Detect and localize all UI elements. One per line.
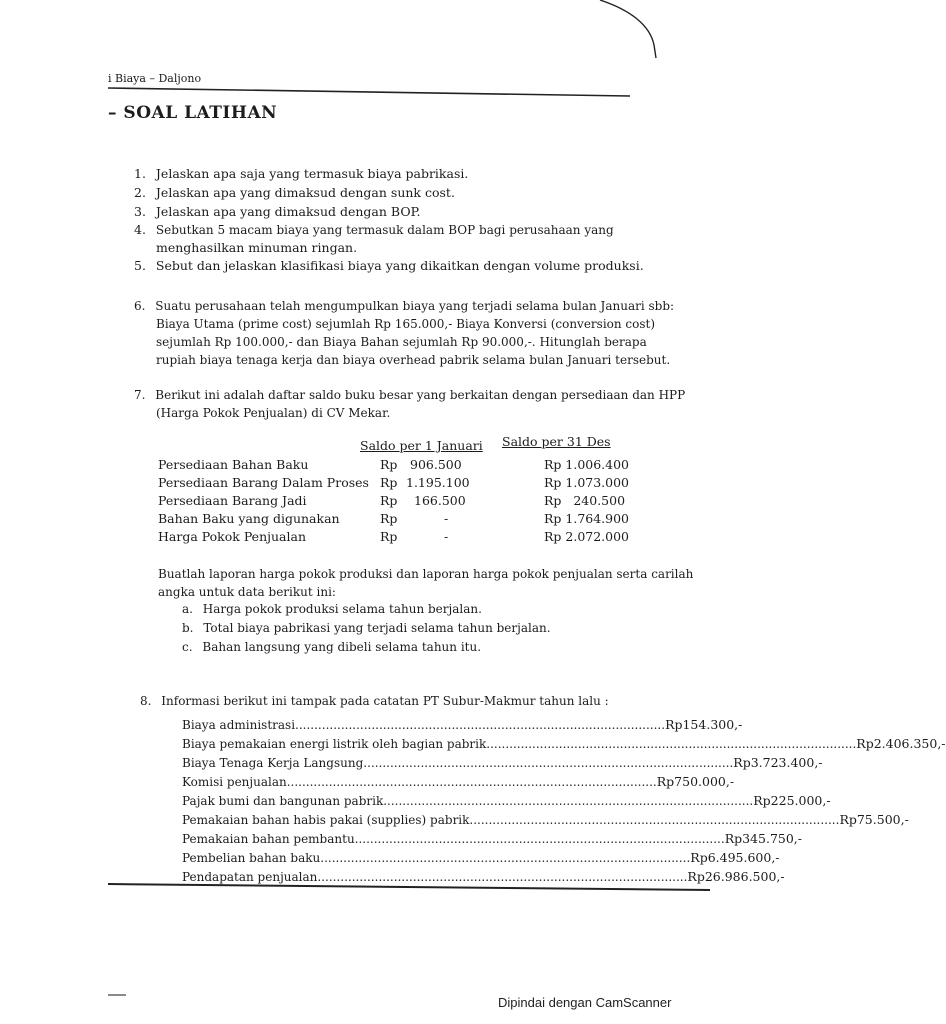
item-value: 345.750,-	[742, 831, 802, 846]
item-rp: Rp	[839, 812, 857, 827]
table-row	[158, 509, 644, 527]
row-dec-value: Rp 1.006.400	[544, 456, 630, 472]
sub-letter: c.	[182, 640, 193, 654]
question-text-line1: Berikut ini adalah daftar saldo buku besar yang berkaitan dengan persediaan dan HPP	[155, 388, 686, 402]
question-2	[134, 184, 455, 202]
row-rp: Rp	[380, 456, 398, 472]
item-value: 3.723.400,-	[750, 755, 823, 770]
item-rp: Rp	[656, 774, 675, 789]
question-number: 1.	[134, 166, 146, 181]
question-number: 3.	[134, 204, 146, 219]
question-4	[134, 221, 654, 239]
question-text: Informasi berikut ini tampak pada catatan PT Subur-Makmur tahun lalu :	[161, 694, 609, 708]
item-label: Pajak bumi dan bangunan pabrik.................................................................................................	[182, 794, 754, 808]
item-value: 225.000,-	[770, 793, 831, 808]
question-number: 5.	[134, 258, 146, 273]
row-label: Bahan Baku yang digunakan	[158, 510, 340, 526]
camscanner-watermark: Dipindai dengan CamScanner	[498, 995, 672, 1010]
balance-table	[158, 455, 644, 545]
q7-sub-c	[182, 638, 481, 656]
item-rp: Rp	[733, 755, 751, 770]
list-item	[182, 717, 743, 736]
list-item	[182, 755, 823, 774]
row-dec-value: Rp 1.073.000	[544, 474, 630, 490]
question-text: Jelaskan apa saja yang termasuk biaya pabrikasi.	[155, 166, 469, 181]
item-value: 75.500,-	[856, 812, 909, 827]
question-text-line1: Suatu perusahaan telah mengumpulkan biaya yang terjadi selama bulan Januari sbb:	[155, 299, 675, 313]
question-text-line1: Sebutkan 5 macam biaya yang termasuk dalam BOP bagi perusahaan yang	[155, 223, 614, 237]
item-rp: Rp	[687, 869, 705, 884]
row-dec-value: Rp 1.764.900	[544, 510, 630, 526]
row-rp: Rp	[380, 474, 398, 490]
item-label: Pendapatan penjualan.................................................................................................	[182, 870, 688, 884]
question-5	[134, 257, 644, 275]
row-label: Persediaan Barang Dalam Proses	[158, 474, 369, 490]
row-jan-value: -	[444, 510, 449, 526]
item-value: 26.986.500,-	[704, 869, 785, 884]
question-7-line2: (Harga Pokok Penjualan) di CV Mekar.	[156, 406, 391, 420]
item-rp: Rp	[753, 793, 771, 808]
top-corner-curve	[600, 0, 656, 58]
item-label: Pemakaian bahan pembantu.................................................................................................	[182, 832, 725, 846]
list-item	[182, 831, 802, 850]
question-text: Jelaskan apa yang dimaksud dengan BOP.	[155, 204, 421, 219]
question-text: Sebut dan jelaskan klasifikasi biaya yang dikaitkan dengan volume produksi.	[155, 258, 644, 273]
row-jan-value: -	[444, 528, 449, 544]
table-row	[158, 527, 644, 545]
question-6	[134, 297, 674, 315]
question-number: 7.	[134, 388, 146, 402]
table-row	[158, 491, 644, 509]
sub-text: Total biaya pabrikasi yang terjadi selama tahun berjalan.	[203, 621, 551, 635]
question-1	[134, 165, 468, 183]
item-rp: Rp	[665, 717, 683, 732]
question-7	[134, 386, 685, 404]
row-jan-value: 166.500	[414, 492, 466, 508]
question-6-line4: rupiah biaya tenaga kerja dan biaya overhead pabrik selama bulan Januari tersebut.	[156, 353, 671, 367]
item-value: 154.300,-	[682, 717, 743, 732]
item-rp: Rp	[690, 850, 708, 865]
sub-text: Bahan langsung yang dibeli selama tahun itu.	[202, 640, 482, 654]
sub-text: Harga pokok produksi selama tahun berjalan.	[202, 602, 482, 616]
list-item	[182, 774, 735, 793]
item-label: Komisi penjualan.................................................................................................	[182, 775, 657, 789]
row-jan-value: 906.500	[410, 456, 462, 472]
header-rule	[108, 88, 630, 96]
item-label: Biaya administrasi.................................................................................................	[182, 718, 666, 732]
row-label: Persediaan Barang Jadi	[158, 492, 307, 508]
question-6-line2: Biaya Utama (prime cost) sejumlah Rp 165.000,- Biaya Konversi (conversion cost)	[156, 317, 656, 331]
running-header: i Biaya – Daljono	[108, 72, 202, 85]
list-item	[182, 793, 831, 812]
row-dec-value: Rp 2.072.000	[544, 528, 630, 544]
item-value: 2.406.350,-	[873, 736, 946, 751]
question-number: 8.	[140, 694, 152, 708]
row-rp: Rp	[380, 510, 398, 526]
item-label: Pembelian bahan baku.................................................................................................	[182, 851, 691, 865]
q8-item-list	[182, 717, 946, 888]
item-label: Pemakaian bahan habis pakai (supplies) pabrik.................................................................................................	[182, 813, 840, 827]
sub-letter: a.	[182, 602, 193, 616]
table-row	[158, 473, 644, 491]
question-text: Jelaskan apa yang dimaksud dengan sunk cost.	[155, 185, 455, 200]
question-number: 2.	[134, 185, 146, 200]
list-item	[182, 736, 946, 755]
row-label: Harga Pokok Penjualan	[158, 528, 307, 544]
q7-instruction-line2: angka untuk data berikut ini:	[158, 585, 336, 599]
row-rp: Rp	[380, 492, 398, 508]
q7-sub-a	[182, 600, 482, 618]
question-8	[140, 692, 609, 710]
q7-instruction-line1: Buatlah laporan harga pokok produksi dan laporan harga pokok penjualan serta carilah	[158, 567, 694, 581]
row-label: Persediaan Bahan Baku	[158, 456, 309, 472]
question-4-line2: menghasilkan minuman ringan.	[156, 240, 358, 255]
table-row	[158, 455, 644, 473]
row-dec-value: Rp 240.500	[544, 492, 626, 508]
question-3	[134, 203, 420, 221]
item-rp: Rp	[724, 831, 743, 846]
row-rp: Rp	[380, 528, 398, 544]
item-label: Biaya Tenaga Kerja Langsung.................................................................................................	[182, 756, 734, 770]
question-number: 4.	[134, 222, 146, 237]
question-6-line3: sejumlah Rp 100.000,- dan Biaya Bahan sejumlah Rp 90.000,-. Hitunglah berapa	[156, 335, 647, 349]
sub-letter: b.	[182, 621, 194, 635]
column-header-december: Saldo per 31 Des	[502, 434, 611, 449]
list-item	[182, 850, 780, 869]
question-number: 6.	[134, 299, 146, 313]
item-value: 750.000,-	[674, 774, 735, 789]
item-rp: Rp	[856, 736, 874, 751]
q7-sub-b	[182, 619, 551, 637]
item-label: Biaya pemakaian energi listrik oleh bagian pabrik.................................................................................................	[182, 737, 857, 751]
column-header-january: Saldo per 1 Januari	[360, 438, 483, 453]
section-title: – SOAL LATIHAN	[108, 103, 278, 123]
row-jan-value: 1.195.100	[406, 474, 470, 490]
list-item	[182, 812, 909, 831]
item-value: 6.495.600,-	[707, 850, 780, 865]
list-item	[182, 869, 785, 888]
